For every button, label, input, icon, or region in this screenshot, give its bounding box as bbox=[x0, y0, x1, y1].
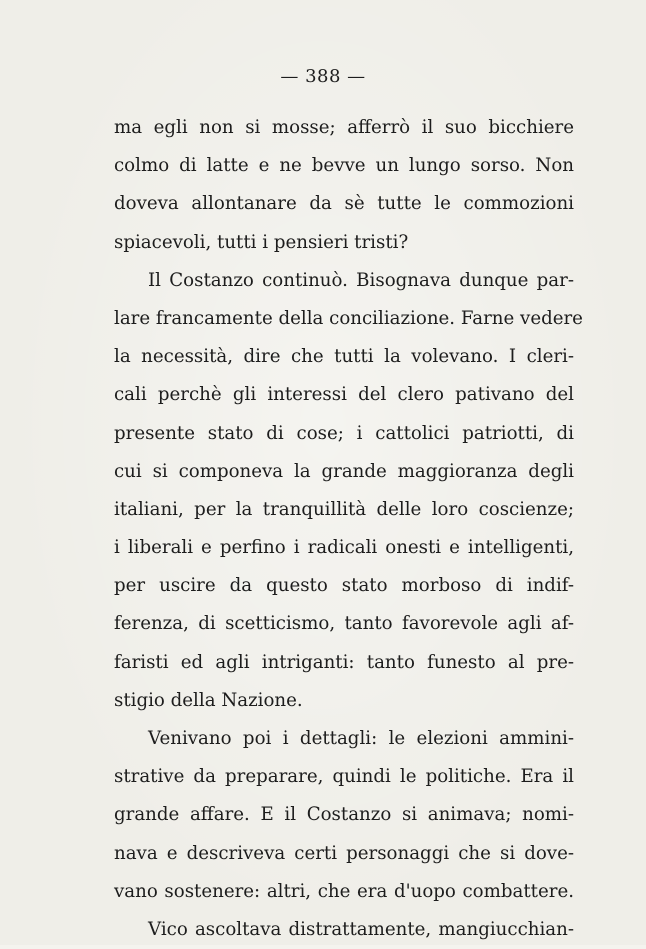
text-line: lare francamente della conciliazione. Farne vedere bbox=[114, 307, 583, 329]
text-line: cali perchè gli interessi del clero pativano del bbox=[114, 384, 574, 406]
text-line: cui si componeva la grande maggioranza degli bbox=[114, 460, 574, 482]
text-line: faristi ed agli intriganti: tanto funesto al pre- bbox=[114, 651, 574, 673]
text-line: vano sostenere: altri, che era d'uopo combattere. bbox=[114, 880, 574, 902]
text-line: Vico ascoltava distrattamente, mangiucchian- bbox=[148, 918, 574, 940]
text-line: ma egli non si mosse; afferrò il suo bicchiere bbox=[114, 117, 574, 138]
page-body bbox=[114, 109, 583, 949]
text-line: doveva allontanare da sè tutte le commozioni bbox=[114, 193, 574, 215]
text-line: la necessità, dire che tutti la volevano. I cleri- bbox=[114, 346, 574, 368]
text-line: colmo di latte e ne bevve un lungo sorso. Non bbox=[114, 155, 574, 177]
text-line: strative da preparare, quindi le politiche. Era il bbox=[114, 766, 574, 788]
text-line: grande affare. E il Costanzo si animava; nomi- bbox=[114, 804, 574, 826]
page-number: — 388 — bbox=[280, 66, 366, 87]
text-line: ferenza, di scetticismo, tanto favorevole agli af- bbox=[114, 613, 574, 635]
text-line: nava e descriveva certi personaggi che si dove- bbox=[114, 842, 574, 864]
text-line: i liberali e perfino i radicali onesti e intelligenti, bbox=[114, 537, 574, 559]
text-line: presente stato di cose; i cattolici patriotti, di bbox=[114, 422, 574, 444]
text-line: spiacevoli, tutti i pensieri tristi? bbox=[114, 231, 409, 253]
text-line: stigio della Nazione. bbox=[114, 689, 303, 711]
text-line: Il Costanzo continuò. Bisognava dunque par- bbox=[148, 269, 574, 291]
text-line: per uscire da questo stato morboso di indif- bbox=[114, 575, 574, 597]
text-line: Venivano poi i dettagli: le elezioni ammini- bbox=[148, 728, 574, 749]
text-line: italiani, per la tranquillità delle loro coscienze; bbox=[114, 498, 574, 520]
